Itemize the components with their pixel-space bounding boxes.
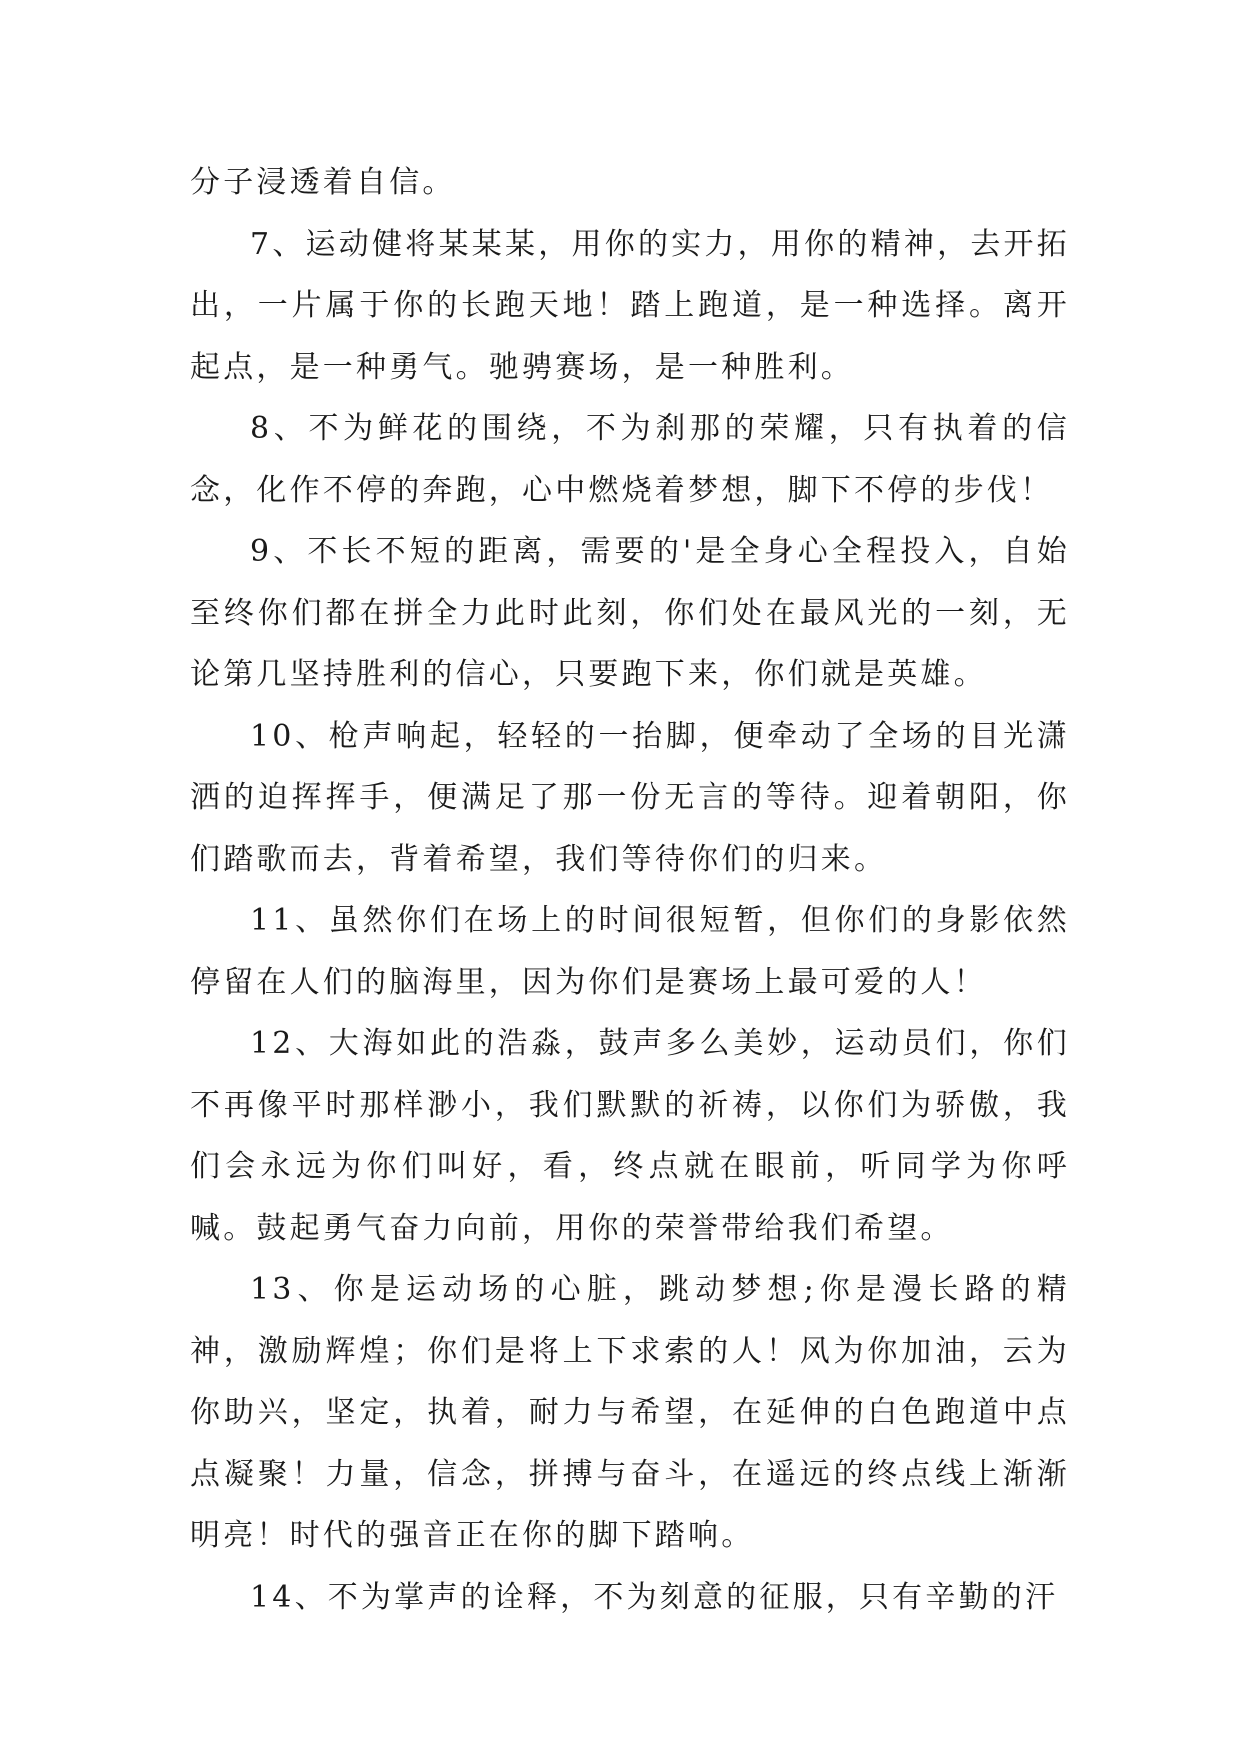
paragraph-7: 7、运动健将某某某，用你的实力，用你的精神，去开拓出，一片属于你的长跑天地！踏上跑道，是一种选择。离开起点，是一种勇气。驰骋赛场，是一种胜利。 [190,226,1070,385]
paragraph-14: 14、不为掌声的诠释，不为刻意的征服，只有辛勤的汗 [250,1579,1059,1615]
paragraph-11: 11、虽然你们在场上的时间很短暂，但你们的身影依然停留在人们的脑海里，因为你们是赛场上最可爱的人！ [190,903,1070,1000]
paragraph-8: 8、不为鲜花的围绕，不为刹那的荣耀，只有执着的信念，化作不停的奔跑，心中燃烧着梦想，脚下不停的步伐！ [190,411,1070,508]
document-body [190,152,1070,1628]
paragraph-13: 13、你是运动场的心脏，跳动梦想;你是漫长路的精神，激励辉煌；你们是将上下求索的人！风为你加油，云为你助兴，坚定，执着，耐力与希望，在延伸的白色跑道中点点凝聚！力量，信念，拼搏与奋斗，在遥远的终点线上渐渐明亮！时代的强音正在你的脚下踏响。 [190,1272,1070,1553]
paragraph-10: 10、枪声响起，轻轻的一抬脚，便牵动了全场的目光潇洒的迫挥挥手，便满足了那一份无言的等待。迎着朝阳，你们踏歌而去，背着希望，我们等待你们的归来。 [190,718,1070,877]
paragraph-continued: 分子浸透着自信。 [190,165,456,200]
paragraph-12: 12、大海如此的浩淼，鼓声多么美妙，运动员们，你们不再像平时那样渺小，我们默默的祈祷，以你们为骄傲，我们会永远为你们叫好，看，终点就在眼前，听同学为你呼喊。鼓起勇气奋力向前，用你的荣誉带给我们希望。 [190,1026,1070,1246]
paragraph-9: 9、不长不短的距离，需要的'是全身心全程投入，自始至终你们都在拼全力此时此刻，你们处在最风光的一刻，无论第几坚持胜利的信心，只要跑下来，你们就是英雄。 [190,534,1070,692]
